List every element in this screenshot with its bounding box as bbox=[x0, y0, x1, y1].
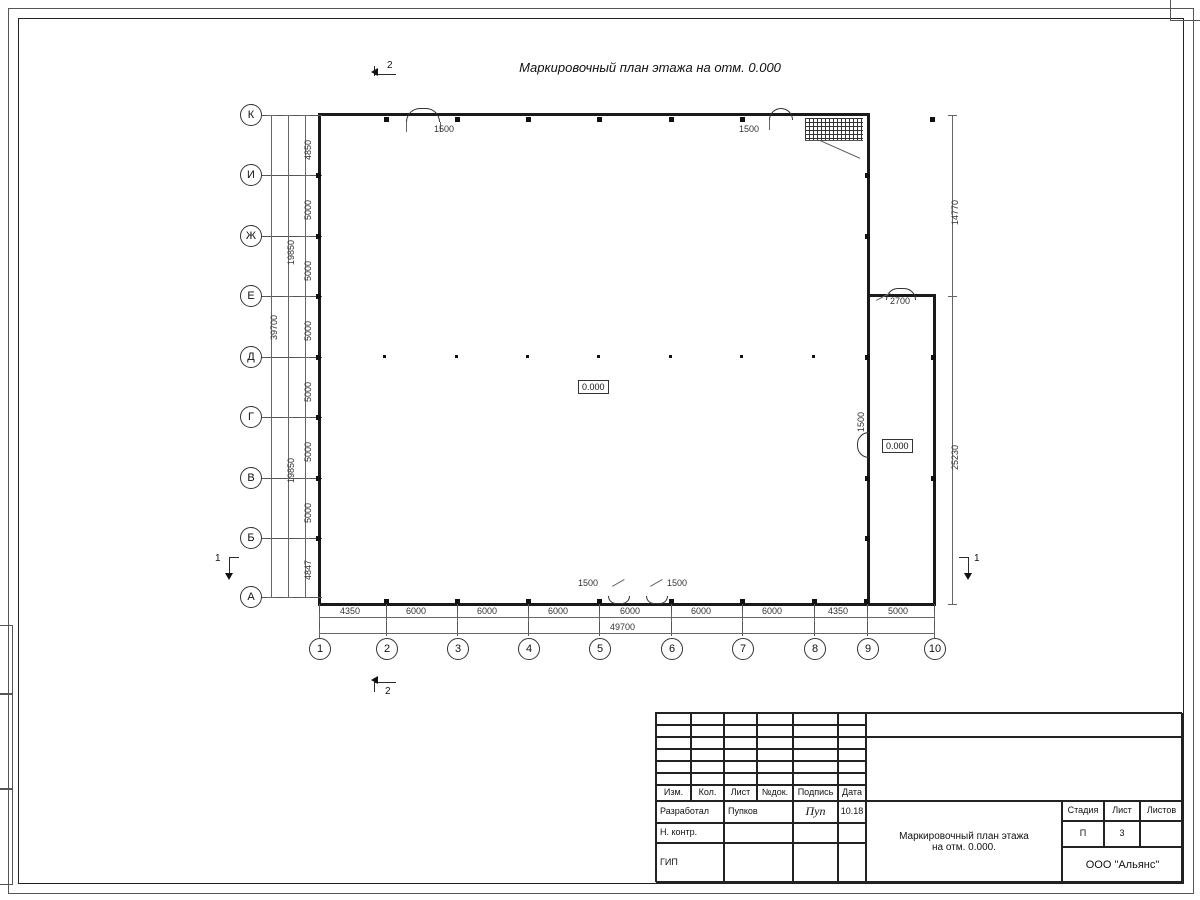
stamp-developer-name: Пупков bbox=[724, 801, 793, 823]
column-tick bbox=[384, 599, 389, 604]
stamp-empty-cell bbox=[691, 713, 724, 725]
stamp-gip-signature bbox=[793, 843, 838, 883]
dim-left-group-19850-bottom: 19850 bbox=[286, 457, 296, 483]
section-mark-bottom-2: 2 bbox=[371, 676, 405, 700]
stamp-meta-value-list: 3 bbox=[1104, 821, 1140, 847]
stamp-company: ООО "Альянс" bbox=[1062, 847, 1183, 883]
dim-tick-left-mid bbox=[284, 296, 293, 297]
grid-bubble-1: 1 bbox=[309, 638, 331, 660]
dim-left-5000-6: 5000 bbox=[303, 502, 313, 523]
section-mark-right-1: 1 bbox=[958, 553, 988, 581]
column-tick bbox=[864, 599, 869, 604]
dim-opening-1500-right: 1500 bbox=[856, 411, 866, 432]
fold-mark-left-bottom bbox=[0, 788, 13, 885]
stamp-empty-cell bbox=[724, 725, 757, 737]
stamp-empty-cell bbox=[838, 749, 866, 761]
column-tick bbox=[455, 117, 460, 122]
stamp-developer-date: 10.18 bbox=[838, 801, 866, 823]
column-tick bbox=[930, 117, 935, 122]
dim-bottom-6000-5: 6000 bbox=[691, 606, 712, 616]
dim-left-5000-5: 5000 bbox=[303, 441, 313, 462]
stamp-empty-cell bbox=[793, 713, 838, 725]
fold-mark-top-right bbox=[1170, 0, 1200, 21]
wall-annex-right bbox=[933, 294, 936, 606]
column-tick-left-wall bbox=[316, 476, 321, 481]
column-tick-left-wall bbox=[316, 294, 321, 299]
stamp-role-razrabotal: Разработал bbox=[656, 801, 724, 823]
grid-bubble-8: 8 bbox=[804, 638, 826, 660]
stamp-empty-cell bbox=[838, 713, 866, 725]
column-tick-right-wall bbox=[865, 234, 870, 239]
dim-bottom-6000-6: 6000 bbox=[762, 606, 783, 616]
grid-bubble-10: 10 bbox=[924, 638, 946, 660]
column-tick-left-wall bbox=[316, 234, 321, 239]
stamp-nkontr-name bbox=[724, 823, 793, 843]
stamp-sheet-title bbox=[866, 801, 1062, 883]
stamp-meta-value-stadia: П bbox=[1062, 821, 1104, 847]
stamp-empty-cell bbox=[724, 761, 757, 773]
stamp-empty-cell bbox=[793, 773, 838, 785]
column-tick-right-wall bbox=[865, 476, 870, 481]
dim-tick-left-mid bbox=[284, 597, 293, 598]
stamp-meta-value-listov bbox=[1140, 821, 1183, 847]
dim-tick-right bbox=[948, 115, 957, 116]
grid-bubble-3: 3 bbox=[447, 638, 469, 660]
stamp-empty-cell bbox=[793, 725, 838, 737]
dim-right-14770: 14770 bbox=[950, 199, 960, 225]
wall-top-right-return bbox=[867, 113, 870, 116]
dim-tick-bottom bbox=[671, 613, 672, 622]
stamp-empty-cell bbox=[793, 749, 838, 761]
stamp-empty-cell bbox=[691, 749, 724, 761]
stamp-empty-cell bbox=[757, 737, 793, 749]
grid-bubble-E: Е bbox=[240, 285, 262, 307]
dim-tick-left-mid bbox=[284, 115, 293, 116]
stair-hatch bbox=[805, 118, 863, 140]
stamp-empty-cell bbox=[757, 773, 793, 785]
dim-tick-bottom-total bbox=[319, 629, 320, 638]
stamp-col-header-izm: Изм. bbox=[656, 785, 691, 801]
dim-opening-1500-bottom-left: 1500 bbox=[578, 578, 599, 588]
column-tick bbox=[597, 117, 602, 122]
column-tick bbox=[740, 117, 745, 122]
grid-bubble-2: 2 bbox=[376, 638, 398, 660]
dim-line-left-outer bbox=[271, 115, 272, 597]
dim-opening-1500-bottom-right: 1500 bbox=[667, 578, 688, 588]
fold-mark-left-lower bbox=[0, 693, 13, 790]
dim-tick-bottom bbox=[814, 613, 815, 622]
column-tick bbox=[812, 599, 817, 604]
dim-tick-bottom bbox=[319, 613, 320, 622]
stamp-empty-cell bbox=[691, 773, 724, 785]
stamp-empty-cell bbox=[724, 713, 757, 725]
dim-tick-right bbox=[948, 296, 957, 297]
stamp-empty-cell bbox=[656, 725, 691, 737]
dim-tick-left bbox=[301, 417, 310, 418]
level-mark-main: 0.000 bbox=[578, 380, 609, 394]
column-tick-right-wall bbox=[865, 536, 870, 541]
column-tick-left-wall bbox=[316, 536, 321, 541]
stamp-empty-cell bbox=[757, 749, 793, 761]
stamp-empty-cell bbox=[838, 773, 866, 785]
dim-tick-bottom bbox=[867, 613, 868, 622]
dim-tick-left bbox=[301, 115, 310, 116]
fold-mark-left-upper bbox=[0, 625, 13, 695]
dim-left-group-19850-top: 19850 bbox=[286, 239, 296, 265]
dim-bottom-6000-2: 6000 bbox=[477, 606, 498, 616]
stamp-empty-cell bbox=[757, 761, 793, 773]
column-tick-left-wall bbox=[316, 355, 321, 360]
interior-column bbox=[740, 355, 743, 358]
dim-right-25230: 25230 bbox=[950, 444, 960, 470]
dim-tick-left bbox=[301, 597, 310, 598]
stamp-empty-cell bbox=[656, 737, 691, 749]
grid-bubble-B: Б bbox=[240, 527, 262, 549]
stamp-empty-cell bbox=[757, 725, 793, 737]
grid-bubble-G: Г bbox=[240, 406, 262, 428]
dim-tick-left bbox=[301, 296, 310, 297]
stamp-empty-cell bbox=[838, 761, 866, 773]
grid-bubble-4: 4 bbox=[518, 638, 540, 660]
stamp-col-header-data: Дата bbox=[838, 785, 866, 801]
dim-line-bottom bbox=[319, 617, 935, 618]
dim-bottom-4350-1: 4350 bbox=[340, 606, 361, 616]
dim-opening-2700: 2700 bbox=[890, 296, 911, 306]
column-tick-annex-wall bbox=[931, 476, 936, 481]
column-tick bbox=[526, 117, 531, 122]
stamp-empty-cell bbox=[838, 737, 866, 749]
stamp-empty-cell bbox=[757, 713, 793, 725]
stamp-empty-cell bbox=[793, 761, 838, 773]
dim-bottom-6000-3: 6000 bbox=[548, 606, 569, 616]
dim-left-4847: 4847 bbox=[303, 559, 313, 580]
wall-right-main bbox=[867, 113, 870, 296]
stamp-col-header-kol: Кол. bbox=[691, 785, 724, 801]
dim-tick-left bbox=[301, 538, 310, 539]
dim-leader-top-right bbox=[769, 120, 770, 130]
dim-tick-left-mid bbox=[284, 417, 293, 418]
column-tick-right-wall bbox=[865, 355, 870, 360]
column-tick-annex-wall bbox=[931, 355, 936, 360]
stamp-empty-cell bbox=[691, 725, 724, 737]
column-tick-left-wall bbox=[316, 173, 321, 178]
dim-left-5000-4: 5000 bbox=[303, 381, 313, 402]
dim-bottom-6000-1: 6000 bbox=[406, 606, 427, 616]
stamp-empty-cell bbox=[724, 773, 757, 785]
section-mark-top-2: 2 bbox=[371, 64, 405, 86]
dim-tick-bottom bbox=[742, 613, 743, 622]
stamp-empty-cell bbox=[691, 737, 724, 749]
dim-left-total-39700: 39700 bbox=[269, 314, 279, 340]
interior-column bbox=[597, 355, 600, 358]
dim-opening-1500-top-right: 1500 bbox=[739, 124, 760, 134]
stamp-empty-cell bbox=[691, 761, 724, 773]
stamp-nkontr-signature bbox=[793, 823, 838, 843]
grid-bubble-A: А bbox=[240, 586, 262, 608]
section-mark-left-1: 1 bbox=[215, 553, 245, 581]
column-tick bbox=[740, 599, 745, 604]
dim-tick-left-outer bbox=[267, 115, 276, 116]
dim-tick-bottom-total bbox=[934, 629, 935, 638]
title-block bbox=[655, 712, 1182, 882]
dim-tick-left-outer bbox=[267, 597, 276, 598]
stair-run-line bbox=[805, 140, 863, 141]
dim-bottom-5000: 5000 bbox=[888, 606, 909, 616]
dim-line-left-inner bbox=[305, 115, 306, 597]
interior-column bbox=[526, 355, 529, 358]
stamp-col-header-podpis: Подпись bbox=[793, 785, 838, 801]
stamp-top-blank-wide bbox=[866, 713, 1183, 737]
dim-bottom-total-49700: 49700 bbox=[610, 622, 636, 632]
stamp-meta-header-stadia: Стадия bbox=[1062, 801, 1104, 821]
grid-bubble-D: Д bbox=[240, 346, 262, 368]
stamp-empty-cell bbox=[656, 773, 691, 785]
column-tick bbox=[669, 117, 674, 122]
dim-left-4850: 4850 bbox=[303, 139, 313, 160]
stamp-meta-header-listov: Листов bbox=[1140, 801, 1183, 821]
stamp-empty-cell bbox=[724, 737, 757, 749]
dim-tick-bottom bbox=[599, 613, 600, 622]
dim-left-5000-3: 5000 bbox=[303, 320, 313, 341]
stamp-meta-header-list: Лист bbox=[1104, 801, 1140, 821]
dim-left-5000-2: 5000 bbox=[303, 260, 313, 281]
stamp-empty-cell bbox=[838, 725, 866, 737]
stamp-mid-blank-wide bbox=[866, 737, 1183, 801]
stamp-role-nkontr: Н. контр. bbox=[656, 823, 724, 843]
dim-tick-left bbox=[301, 478, 310, 479]
stamp-col-header-ndok: №док. bbox=[757, 785, 793, 801]
grid-bubble-I: И bbox=[240, 164, 262, 186]
grid-bubble-Zh: Ж bbox=[240, 225, 262, 247]
dim-left-5000-1: 5000 bbox=[303, 199, 313, 220]
dim-line-right bbox=[952, 115, 953, 605]
dim-tick-left bbox=[301, 236, 310, 237]
dim-tick-bottom bbox=[386, 613, 387, 622]
interior-column bbox=[383, 355, 386, 358]
column-tick bbox=[526, 599, 531, 604]
dim-tick-right bbox=[948, 604, 957, 605]
stamp-empty-cell bbox=[793, 737, 838, 749]
dim-tick-left bbox=[301, 175, 310, 176]
dim-line-left-mid bbox=[288, 115, 289, 597]
stamp-empty-cell bbox=[656, 713, 691, 725]
column-tick-right-wall bbox=[865, 173, 870, 178]
interior-column bbox=[669, 355, 672, 358]
stamp-nkontr-date bbox=[838, 823, 866, 843]
dim-leader-top-left bbox=[406, 122, 407, 132]
interior-column bbox=[455, 355, 458, 358]
grid-bubble-K: К bbox=[240, 104, 262, 126]
dim-line-bottom-total bbox=[319, 633, 935, 634]
stamp-sheet-title-line1: Маркировочный план этажа bbox=[899, 831, 1029, 842]
column-tick bbox=[669, 599, 674, 604]
dim-tick-bottom bbox=[457, 613, 458, 622]
stamp-col-header-list: Лист bbox=[724, 785, 757, 801]
grid-bubble-7: 7 bbox=[732, 638, 754, 660]
column-tick bbox=[597, 599, 602, 604]
grid-bubble-5: 5 bbox=[589, 638, 611, 660]
stamp-role-gip: ГИП bbox=[656, 843, 724, 883]
stamp-gip-date bbox=[838, 843, 866, 883]
column-tick bbox=[384, 117, 389, 122]
dim-opening-1500-top-left: 1500 bbox=[434, 124, 455, 134]
plan-title: Маркировочный план этажа на отм. 0.000 bbox=[519, 60, 781, 75]
grid-bubble-9: 9 bbox=[857, 638, 879, 660]
column-tick bbox=[455, 599, 460, 604]
stamp-empty-cell bbox=[724, 749, 757, 761]
column-tick-left-wall bbox=[316, 415, 321, 420]
grid-bubble-6: 6 bbox=[661, 638, 683, 660]
dim-tick-bottom bbox=[528, 613, 529, 622]
dim-tick-left bbox=[301, 357, 310, 358]
stamp-empty-cell bbox=[656, 749, 691, 761]
grid-bubble-V: В bbox=[240, 467, 262, 489]
interior-column bbox=[812, 355, 815, 358]
stamp-developer-signature: Пуп bbox=[793, 801, 838, 823]
dim-bottom-6000-4: 6000 bbox=[620, 606, 641, 616]
stamp-gip-name bbox=[724, 843, 793, 883]
dim-bottom-4350-2: 4350 bbox=[828, 606, 849, 616]
level-mark-annex: 0.000 bbox=[882, 439, 913, 453]
stamp-sheet-title-line2: на отм. 0.000. bbox=[931, 842, 996, 853]
stamp-empty-cell bbox=[656, 761, 691, 773]
dim-tick-bottom bbox=[934, 613, 935, 622]
